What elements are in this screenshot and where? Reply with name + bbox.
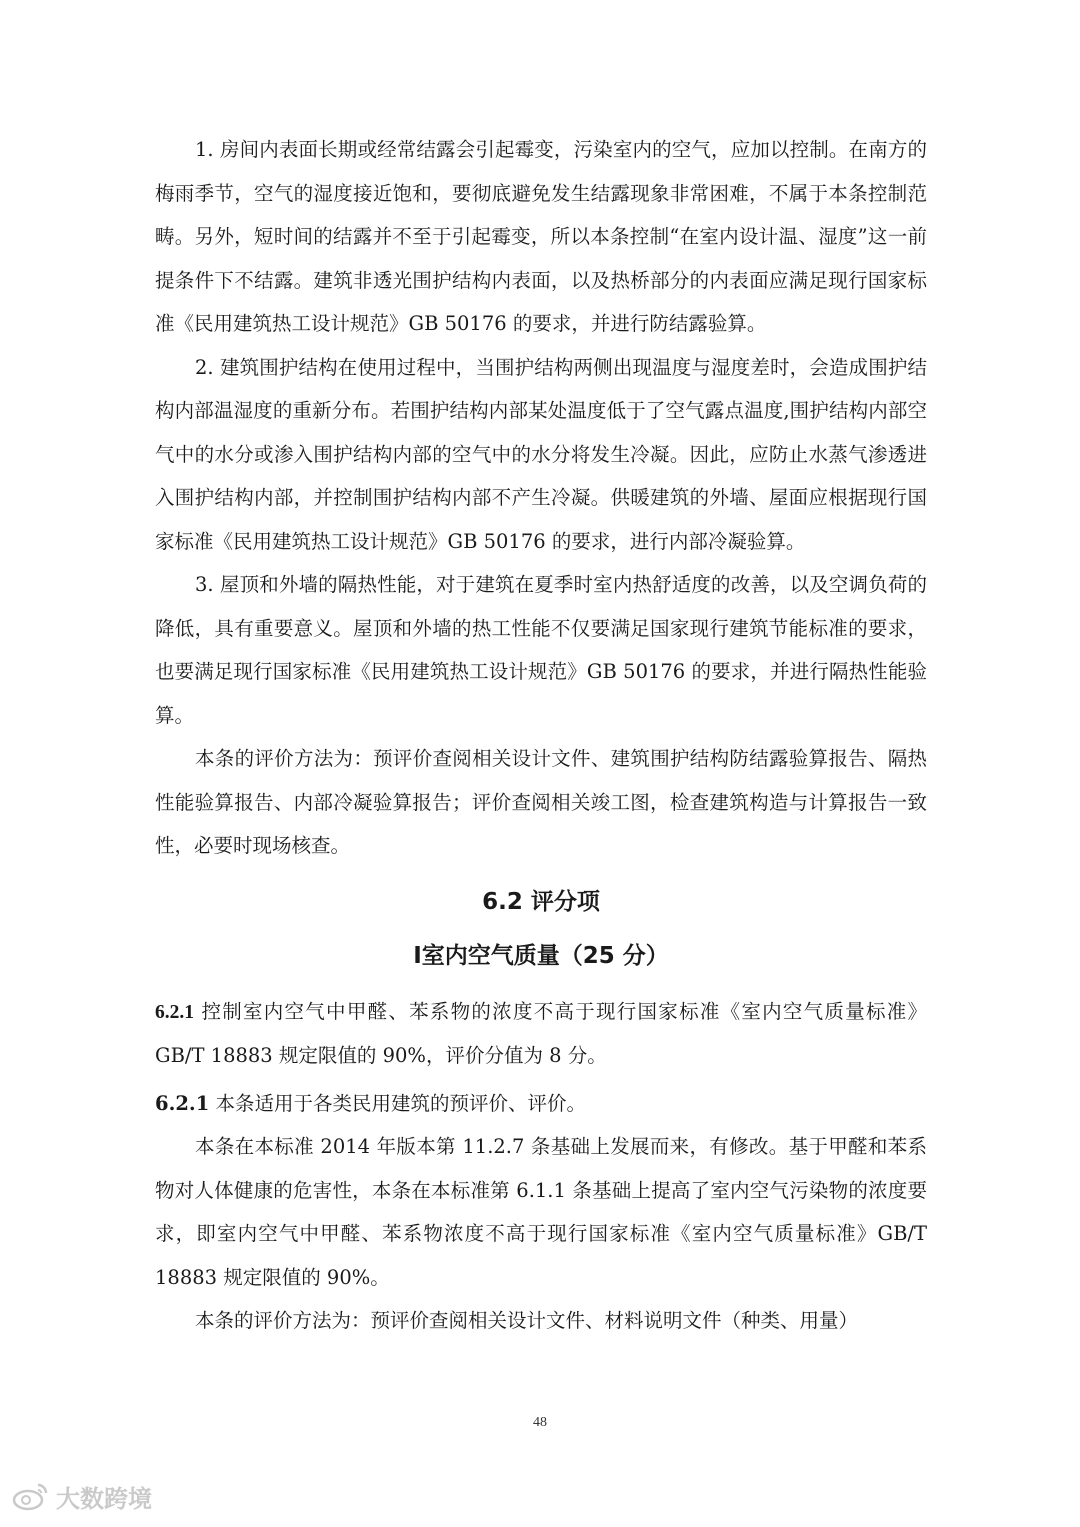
explanation-lead xyxy=(155,1082,927,1126)
explanation-6-2-1 xyxy=(155,1082,927,1343)
section-heading: 6.2 评分项 xyxy=(482,888,600,915)
clause-body: 控制室内空气中甲醛、苯系物的浓度不高于现行国家标准《室内空气质量标准》GB/T 18883 规定限值的 90%，评价分值为 8 分。 xyxy=(155,999,927,1067)
explanation-code: 6.2.1 xyxy=(155,1091,210,1115)
page-content xyxy=(155,128,927,1343)
paragraph-3: 3. 屋顶和外墙的隔热性能，对于建筑在夏季时室内热舒适度的改善，以及空调负荷的降低，具有重要意义。屋顶和外墙的热工性能不仅要满足国家现行建筑节能标准的要求，也要满足现行国家标准《民用建筑热工设计规范》GB 50176 的要求，并进行隔热性能验算。 xyxy=(155,573,927,727)
watermark xyxy=(12,1478,152,1514)
subsection-heading: Ⅰ室内空气质量（25 分） xyxy=(413,942,669,969)
paragraph-2: 2. 建筑围护结构在使用过程中，当围护结构两侧出现温度与湿度差时，会造成围护结构内部温湿度的重新分布。若围护结构内部某处温度低于了空气露点温度,围护结构内部空气中的水分或渗入围护结构内部的空气中的水分将发生冷凝。因此，应防止水蒸气渗透进入围护结构内部，并控制围护结构内部不产生冷凝。供暖建筑的外墙、屋面应根据现行国家标准《民用建筑热工设计规范》GB 50176 的要求，进行内部冷凝验算。 xyxy=(155,355,927,553)
paragraph-1: 1. 房间内表面长期或经常结露会引起霉变，污染室内的空气，应加以控制。在南方的梅雨季节，空气的湿度接近饱和，要彻底避免发生结露现象非常困难，不属于本条控制范畴。另外，短时间的结露并不至于引起霉变，所以本条控制“在室内设计温、湿度”这一前提条件下不结露。建筑非透光围护结构内表面，以及热桥部分的内表面应满足现行国家标准《民用建筑热工设计规范》GB 50176 的要求，并进行防结露验算。 xyxy=(155,138,927,335)
clause-code: 6.2.1 xyxy=(155,1001,194,1023)
page-number: 48 xyxy=(533,1415,547,1430)
explanation-body: 本条适用于各类民用建筑的预评价、评价。 xyxy=(209,1091,586,1115)
clause-text xyxy=(155,990,927,1078)
explanation-paragraph-1: 本条在本标准 2014 年版本第 11.2.7 条基础上发展而来，有修改。基于甲醛和苯系物对人体健康的危害性，本条在本标准第 6.1.1 条基础上提高了室内空气污染物的浓度要求，即室内空气中甲醛、苯系物浓度不高于现行国家标准《室内空气质量标准》GB/T 18883 规定限值的 90%。 xyxy=(155,1135,927,1289)
clause-6-2-1 xyxy=(155,990,927,1078)
explanation-paragraph-2: 本条的评价方法为：预评价查阅相关设计文件、材料说明文件（种类、用量） xyxy=(195,1309,859,1332)
weibo-logo-icon xyxy=(12,1481,50,1511)
watermark-text: 大数跨境 xyxy=(56,1484,152,1513)
paragraph-evaluation-method: 本条的评价方法为：预评价查阅相关设计文件、建筑围护结构防结露验算报告、隔热性能验算报告、内部冷凝验算报告；评价查阅相关竣工图，检查建筑构造与计算报告一致性，必要时现场核查。 xyxy=(155,747,927,857)
